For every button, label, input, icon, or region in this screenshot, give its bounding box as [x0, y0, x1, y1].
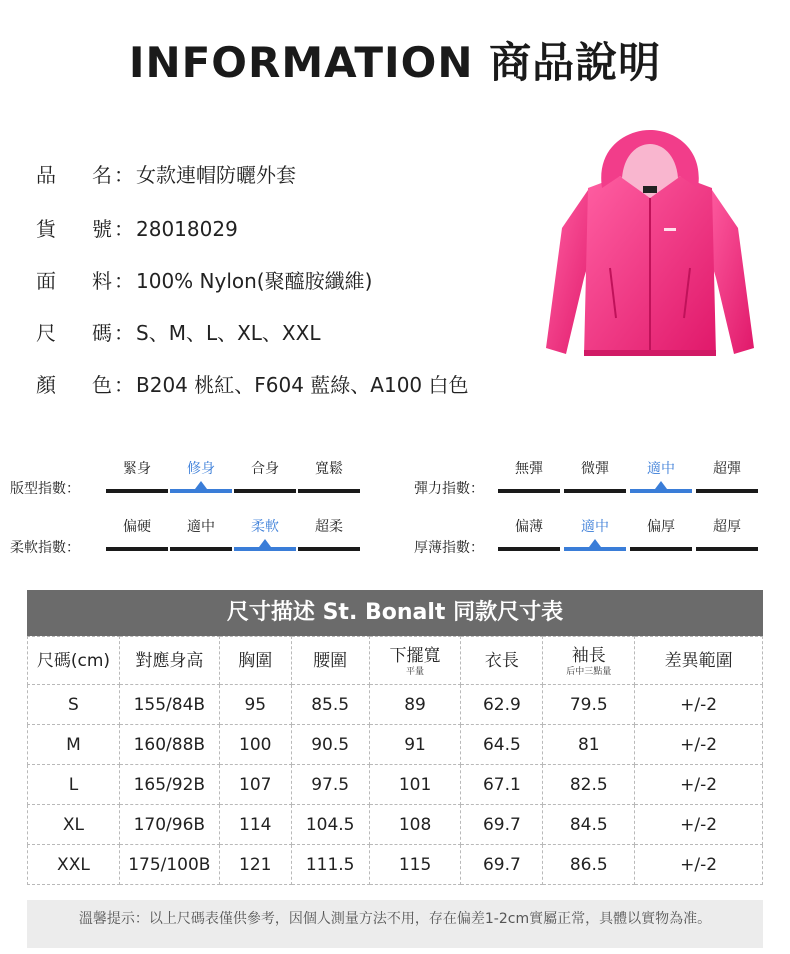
fit-option: 合身	[251, 461, 279, 477]
spec-size: 尺 碼 ： S、M、L、XL、XXL	[36, 321, 321, 345]
table-row: M 160/88B 100 90.5 91 64.5 81 +/-2	[28, 725, 763, 765]
spec-size-value: S、M、L、XL、XXL	[136, 321, 321, 345]
column-header: 差異範圍	[635, 637, 763, 685]
elastic-option: 無彈	[515, 461, 543, 477]
spec-name-value: 女款連帽防曬外套	[136, 163, 296, 187]
spec-color-value: B204 桃紅、F604 藍綠、A100 白色	[136, 373, 469, 397]
jacket-product-image	[540, 128, 760, 366]
spec-sku-value: 28018029	[136, 217, 238, 241]
fit-index-label: 版型指數：	[10, 481, 80, 497]
soft-index-label: 柔軟指數：	[10, 540, 80, 556]
spec-name: 品 名 ： 女款連帽防曬外套	[36, 163, 296, 187]
column-header: 胸圍	[219, 637, 291, 685]
elastic-selected-marker-icon	[655, 481, 667, 489]
size-table	[27, 636, 763, 885]
spec-material: 面 料 ： 100% Nylon(聚醯胺纖維)	[36, 269, 373, 293]
table-row: XL 170/96B 114 104.5 108 69.7 84.5 +/-2	[28, 805, 763, 845]
fit-selected-marker-icon	[195, 481, 207, 489]
thick-option: 偏厚	[647, 519, 675, 535]
spec-sku: 貨 號 ： 28018029	[36, 217, 238, 241]
spec-material-value: 100% Nylon(聚醯胺纖維)	[136, 269, 373, 293]
soft-option: 超柔	[315, 519, 343, 535]
thick-option-selected: 適中	[581, 519, 609, 535]
column-header: 衣長	[461, 637, 543, 685]
soft-selected-marker-icon	[259, 539, 271, 547]
thick-index-label: 厚薄指數：	[414, 540, 484, 556]
table-row: L 165/92B 107 97.5 101 67.1 82.5 +/-2	[28, 765, 763, 805]
size-table-header-row	[28, 637, 763, 685]
table-row: S 155/84B 95 85.5 89 62.9 79.5 +/-2	[28, 685, 763, 725]
soft-option: 適中	[187, 519, 215, 535]
size-table-title: 尺寸描述 St. Bonalt 同款尺寸表	[27, 590, 763, 636]
column-header: 腰圍	[291, 637, 369, 685]
soft-option: 偏硬	[123, 519, 151, 535]
soft-option-selected: 柔軟	[251, 519, 279, 535]
spec-color: 顏 色 ： B204 桃紅、F604 藍綠、A100 白色	[36, 373, 469, 397]
column-header: 下擺寬 平量	[369, 637, 461, 685]
elastic-index-label: 彈力指數：	[414, 481, 484, 497]
thick-option: 偏薄	[515, 519, 543, 535]
elastic-option-selected: 適中	[647, 461, 675, 477]
column-header: 袖長 后中三點量	[543, 637, 635, 685]
column-header: 對應身高	[119, 637, 219, 685]
size-note: 溫馨提示：以上尺碼表僅供參考，因個人測量方法不用，存在偏差1-2cm實屬正常，具體以實物為准。	[27, 900, 763, 948]
table-row: XXL 175/100B 121 111.5 115 69.7 86.5 +/-2	[28, 845, 763, 885]
column-header: 尺碼(cm)	[28, 637, 120, 685]
thick-option: 超厚	[713, 519, 741, 535]
fit-option-selected: 修身	[187, 461, 215, 477]
thick-selected-marker-icon	[589, 539, 601, 547]
fit-option: 緊身	[123, 461, 151, 477]
fit-option: 寬鬆	[315, 461, 343, 477]
elastic-option: 超彈	[713, 461, 741, 477]
elastic-option: 微彈	[581, 461, 609, 477]
page-title: INFORMATION 商品說明	[128, 38, 662, 87]
